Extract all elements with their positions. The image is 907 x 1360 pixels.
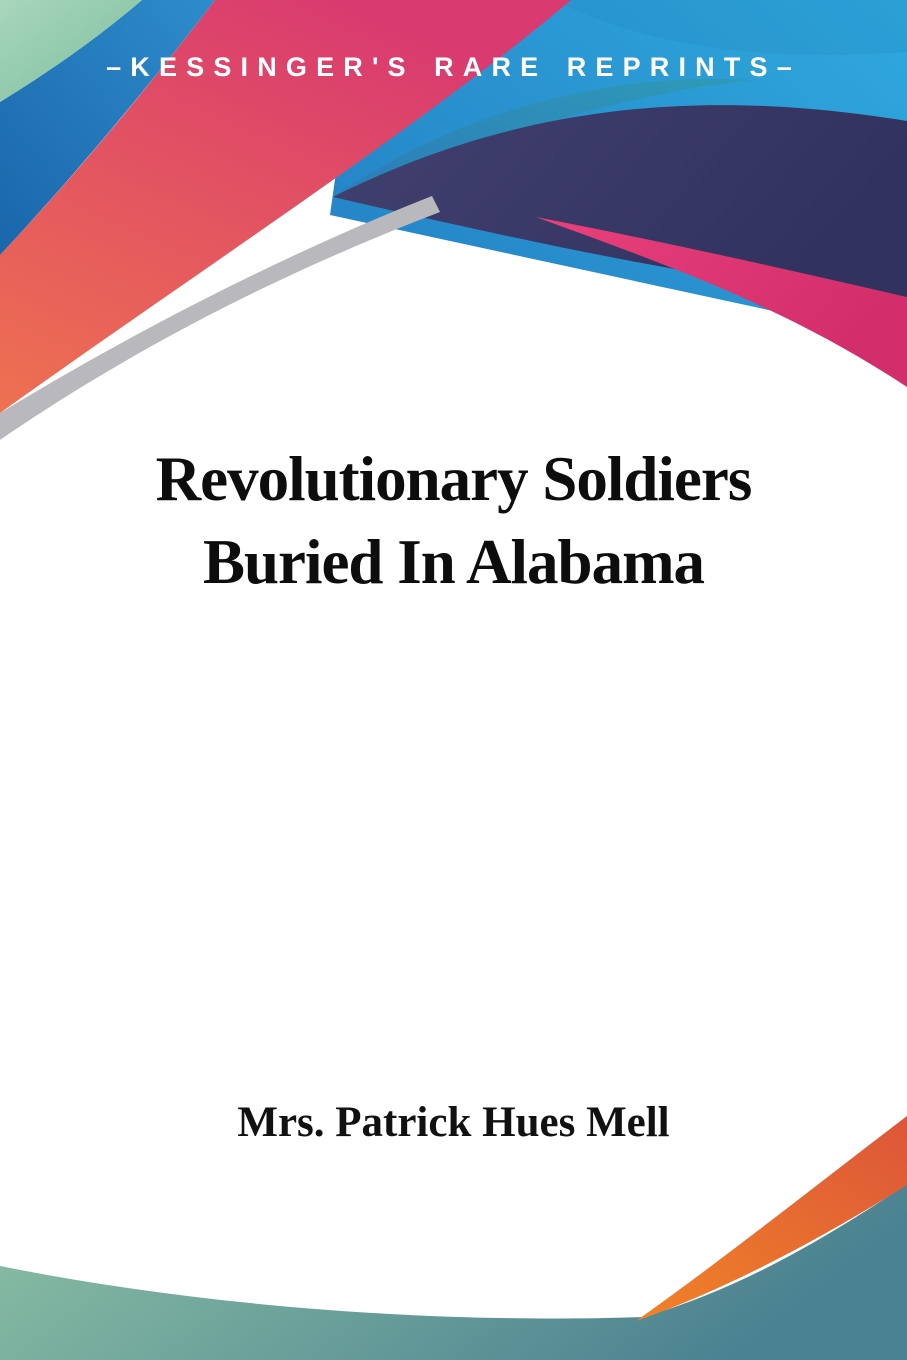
book-title-line-1: Revolutionary Soldiers — [155, 444, 752, 514]
author-name: Mrs. Patrick Hues Mell — [237, 1099, 670, 1146]
publisher-banner: –KESSINGER'S RARE REPRINTS– — [106, 52, 801, 82]
book-title-line-2: Buried In Alabama — [202, 526, 705, 597]
bottom-teal-swoosh — [0, 1184, 907, 1360]
book-title — [0, 438, 907, 603]
